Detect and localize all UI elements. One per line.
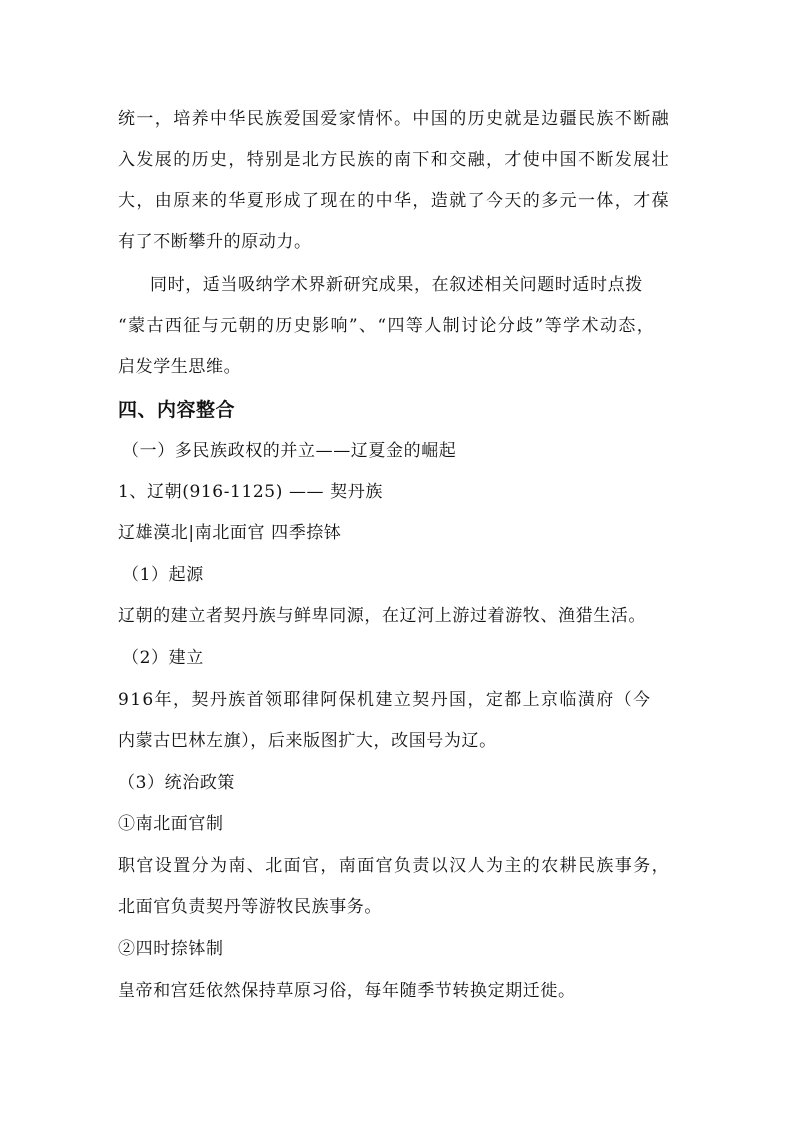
policy1-title: ①南北面官制 <box>118 814 224 834</box>
founding-text-line: 内蒙古巴林左旗），后来版图扩大，改国号为辽。 <box>118 731 497 751</box>
paragraph-line: 有了不断攀升的原动力。 <box>118 232 312 252</box>
founding-text-line: 916年，契丹族首领耶律阿保机建立契丹国，定都上京临潢府（今 <box>118 690 652 710</box>
paragraph-line: “蒙古西征与元朝的历史影响”、“四等人制讨论分歧”等学术动态， <box>118 316 656 336</box>
subsection-title: （一）多民族政权的并立——辽夏金的崛起 <box>122 441 457 461</box>
policy1-text-line: 北面官负责契丹等游牧民族事务。 <box>118 897 382 917</box>
policy1-text-line: 职官设置分为南、北面官，南面官负责以汉人为主的农耕民族事务， <box>118 856 670 876</box>
item-title: 1、辽朝(916-1125) —— 契丹族 <box>118 482 383 502</box>
founding-title: （2）建立 <box>122 648 204 668</box>
paragraph-line: 入发展的历史，特别是北方民族的南下和交融，才使中国不断发展壮 <box>118 150 670 170</box>
paragraph-line: 同时，适当吸纳学术界新研究成果，在叙述相关问题时适时点拨 <box>150 275 643 295</box>
policy-title: （3）统治政策 <box>118 773 236 793</box>
paragraph-line: 统一，培养中华民族爱国爱家情怀。中国的历史就是边疆民族不断融 <box>118 109 670 129</box>
paragraph-line: 启发学生思维。 <box>118 357 242 377</box>
origin-title: （1）起源 <box>122 565 204 585</box>
policy2-text: 皇帝和宫廷依然保持草原习俗，每年随季节转换定期迁徙。 <box>118 981 576 1001</box>
policy2-title: ②四时捺钵制 <box>118 939 224 959</box>
origin-text: 辽朝的建立者契丹族与鲜卑同源，在辽河上游过着游牧、渔猎生活。 <box>118 606 646 626</box>
summary-line: 辽雄漠北|南北面官 四季捺钵 <box>118 523 342 543</box>
section-heading: 四、内容整合 <box>118 399 236 421</box>
paragraph-line: 大，由原来的华夏形成了现在的中华，造就了今天的多元一体，才葆 <box>118 191 670 211</box>
